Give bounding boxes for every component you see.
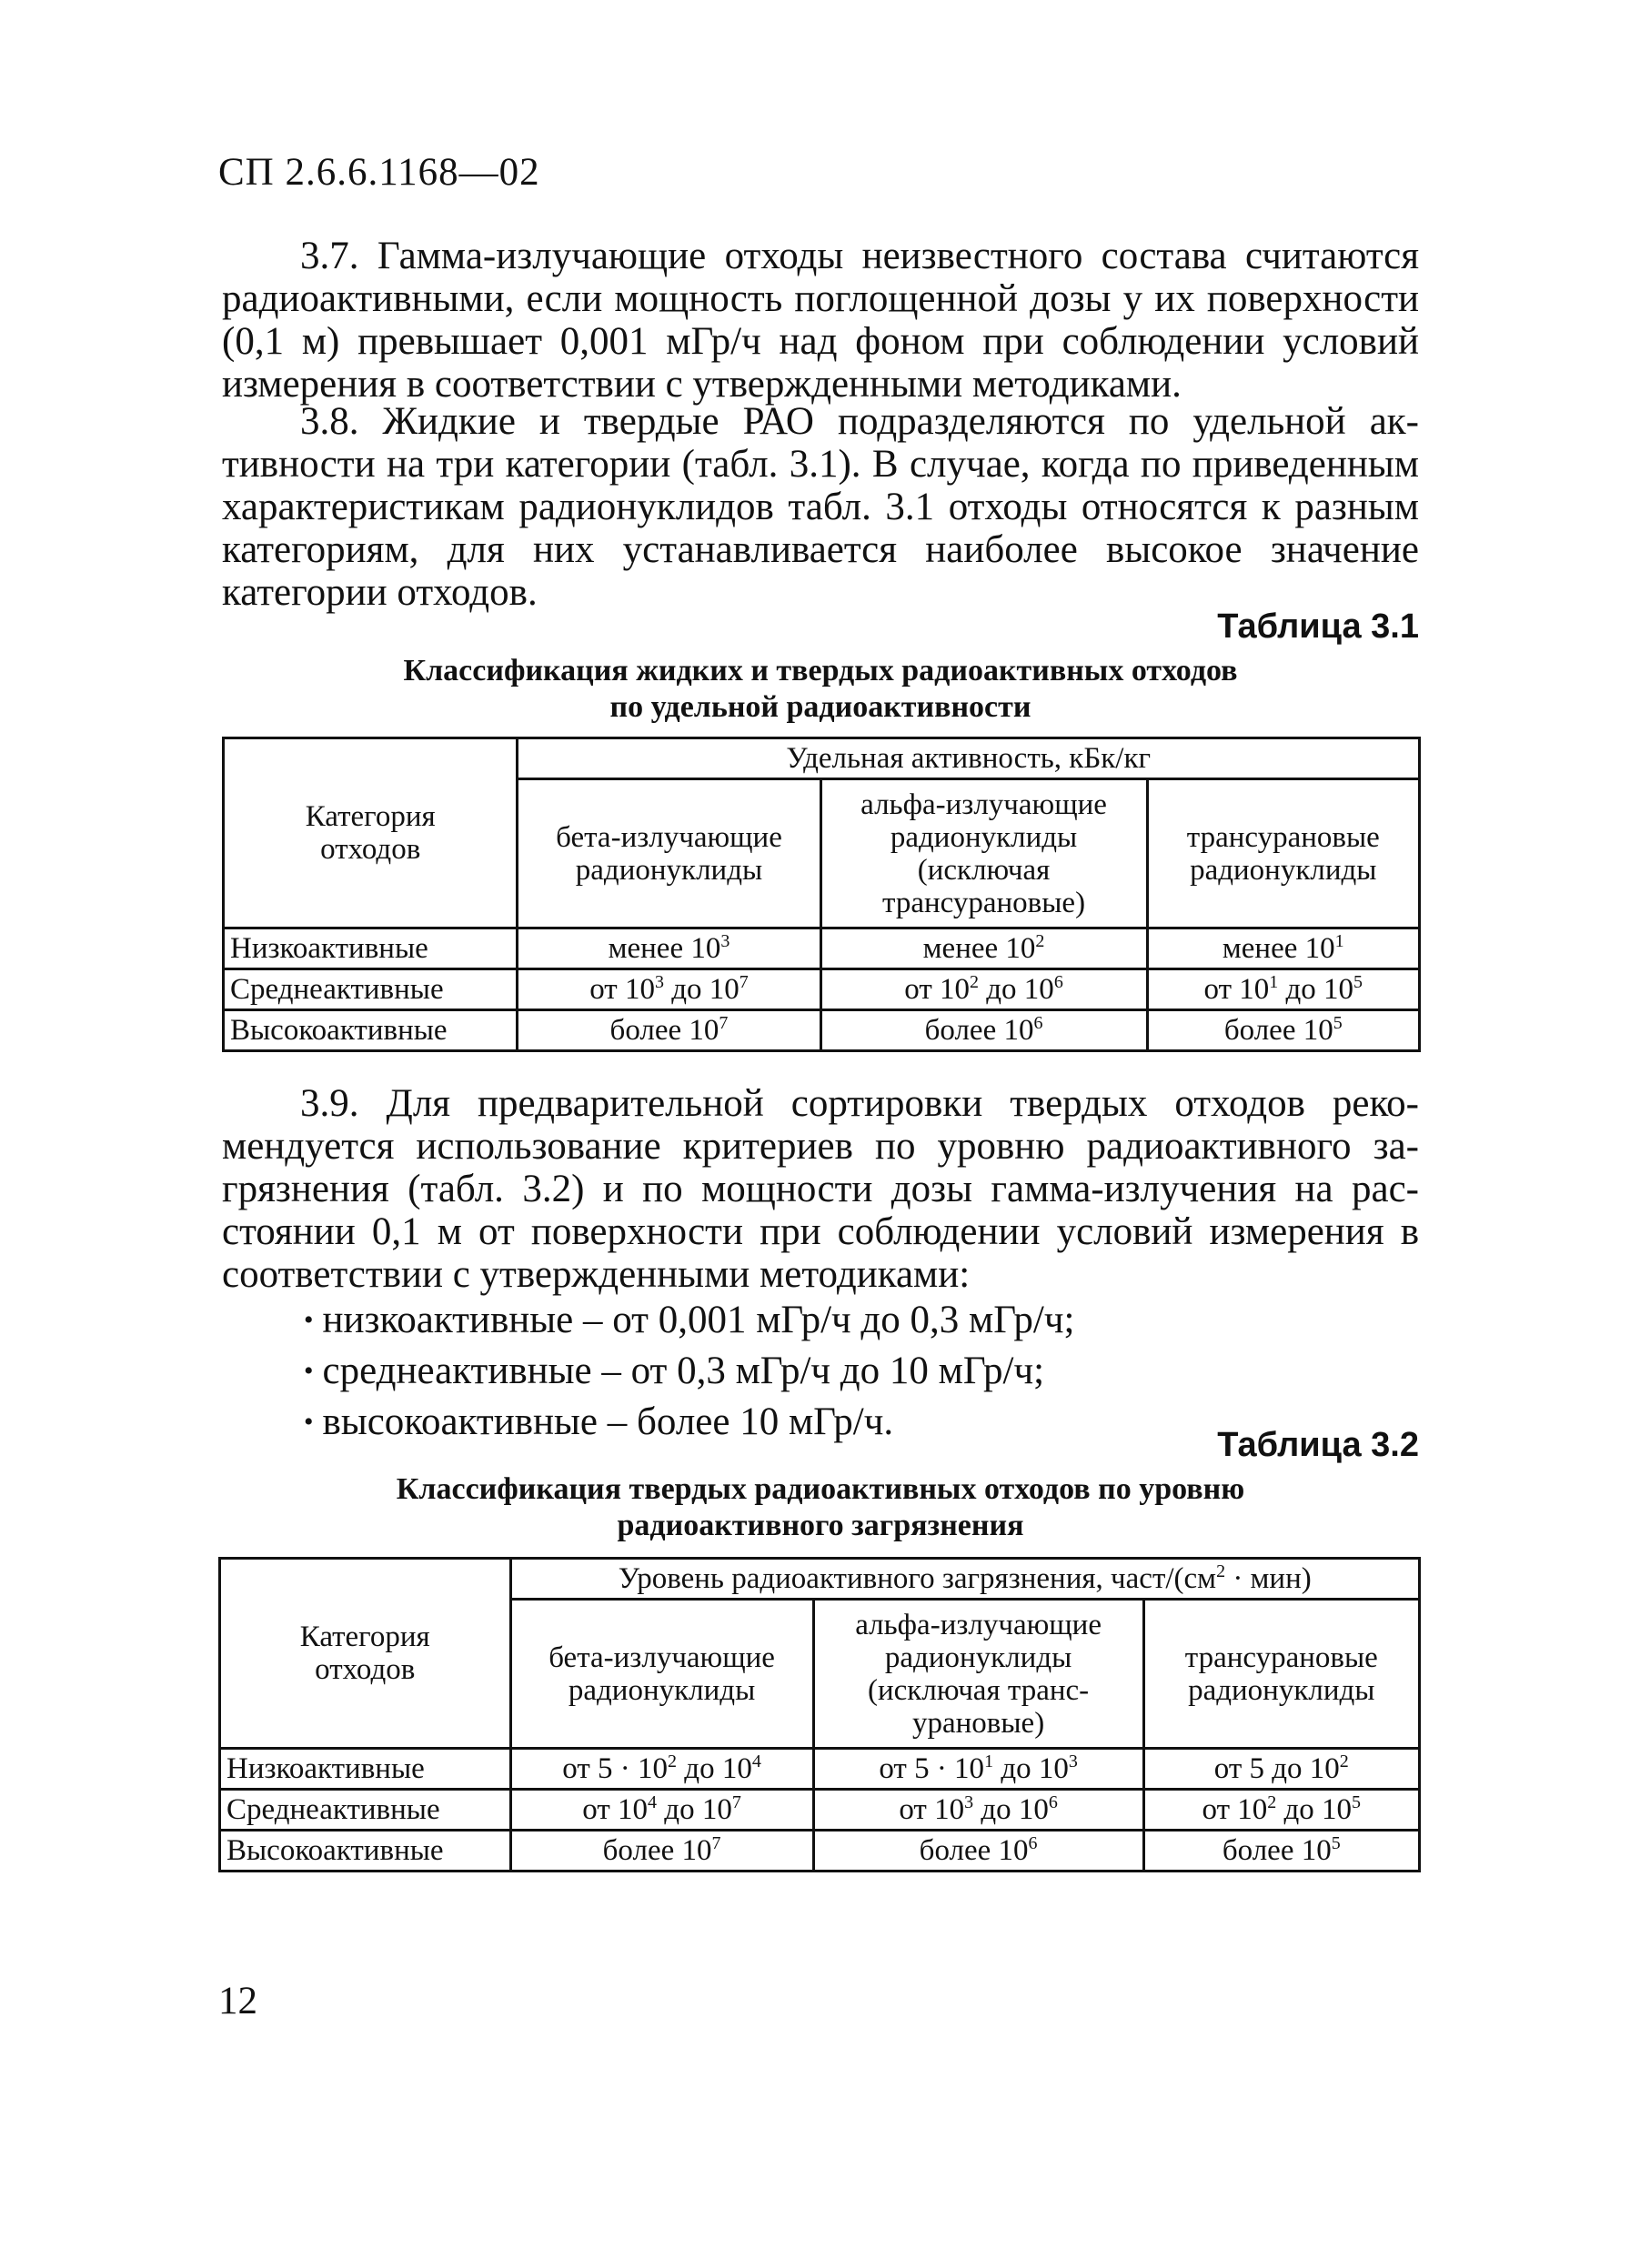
value-exponent: 6 <box>1053 972 1063 992</box>
table-3-1-label: Таблица 3.1 <box>1217 607 1419 646</box>
dose-rate-criteria-list <box>304 1297 1074 1450</box>
table-row <box>220 1749 1420 1790</box>
value-cell-trans <box>1143 1749 1419 1790</box>
value-exponent: 7 <box>739 972 749 992</box>
value-text: от 10 <box>904 973 971 1006</box>
value-cell-alpha <box>820 928 1147 969</box>
value-cell-trans <box>1147 1010 1419 1051</box>
value-text: от 5 · 10 <box>879 1752 985 1785</box>
value-exponent: 3 <box>720 931 730 951</box>
column-header-beta: бета-излучающие радионуклиды <box>510 1600 813 1749</box>
value-cell-alpha <box>813 1790 1143 1831</box>
table-row <box>224 1010 1420 1051</box>
group-header-text: Уровень радиоактивного загрязнения, част/(см <box>618 1562 1217 1595</box>
category-cell: Низкоактивные <box>224 928 518 969</box>
value-text: более 10 <box>1222 1834 1332 1867</box>
value-exponent: 5 <box>1353 972 1363 992</box>
value-exponent: 3 <box>1068 1751 1078 1771</box>
value-exponent: 7 <box>719 1013 729 1033</box>
category-cell: Среднеактивные <box>220 1790 511 1831</box>
value-exponent: 5 <box>1331 1833 1341 1853</box>
category-cell: Среднеактивные <box>224 969 518 1010</box>
category-cell: Высокоактивные <box>224 1010 518 1051</box>
table-row <box>220 1790 1420 1831</box>
table-3-2-body <box>220 1749 1420 1872</box>
paragraph-3-9: 3.9. Для предварительной сортировки твердых отходов рекомендуется использование критериев по уровню радиоактивного загрязнения (табл. 3.2) и по мощности дозы гамма-излучения на расстоянии 0,1 м от поверхности при соблюдении условий измерения в соответствии с утвержденными методиками: <box>222 1082 1419 1296</box>
value-cell-beta <box>510 1831 813 1872</box>
value-exponent: 6 <box>1033 1013 1043 1033</box>
value-text: менее 10 <box>1222 932 1335 965</box>
value-exponent: 1 <box>984 1751 994 1771</box>
value-text: от 10 <box>589 973 655 1006</box>
list-item: • низкоактивные – от 0,001 мГр/ч до 0,3 мГр/ч; <box>304 1297 1074 1348</box>
value-cell-trans <box>1143 1790 1419 1831</box>
value-text: более 10 <box>919 1834 1029 1867</box>
document-code-header: СП 2.6.6.1168—02 <box>218 151 540 194</box>
paragraph-3-8: 3.8. Жидкие и твердые РАО подразделяются по удельной активности на три категории (табл. 3.1). В случае, когда по приведенным характеристикам радионуклидов табл. 3.1 отходы относятся к разным категориям, для них устанавливается наиболее высокое значение категории отходов. <box>222 400 1419 614</box>
table-3-2-label: Таблица 3.2 <box>1217 1426 1419 1464</box>
value-exponent: 2 <box>970 972 980 992</box>
value-exponent: 2 <box>1339 1751 1349 1771</box>
value-text: до 10 <box>993 1752 1069 1785</box>
column-header-alpha: альфа-излучающие радионуклиды (исключая трансурановые) <box>813 1600 1143 1749</box>
value-exponent: 6 <box>1028 1833 1038 1853</box>
value-cell-trans <box>1147 928 1419 969</box>
value-text: до 10 <box>663 973 740 1006</box>
table-row <box>224 928 1420 969</box>
value-exponent: 7 <box>731 1792 741 1812</box>
list-item: • среднеактивные – от 0,3 мГр/ч до 10 мГр/ч; <box>304 1348 1074 1399</box>
value-exponent: 1 <box>1269 972 1279 992</box>
value-cell-alpha <box>813 1749 1143 1790</box>
value-cell-beta <box>510 1790 813 1831</box>
value-cell-trans <box>1143 1831 1419 1872</box>
table-3-1-title-line1: Классификация жидких и твердых радиоактивных отходов <box>403 654 1238 687</box>
column-header-transuranic: трансурановые радионуклиды <box>1147 779 1419 928</box>
list-item: • высокоактивные – более 10 мГр/ч. <box>304 1399 1074 1450</box>
value-text: от 10 <box>1203 973 1270 1006</box>
table-3-1-title-line2: по удельной радиоактивности <box>609 690 1031 724</box>
table-3-2-title <box>222 1471 1419 1544</box>
value-cell-beta <box>518 928 820 969</box>
value-cell-alpha <box>813 1831 1143 1872</box>
page-number: 12 <box>218 1980 257 2022</box>
value-text: более 10 <box>602 1834 712 1867</box>
value-exponent: 5 <box>1352 1792 1362 1812</box>
value-text: до 10 <box>1278 973 1354 1006</box>
value-cell-alpha <box>820 1010 1147 1051</box>
value-cell-beta <box>518 969 820 1010</box>
value-exponent: 2 <box>1267 1792 1277 1812</box>
group-header <box>510 1559 1420 1600</box>
value-exponent: 2 <box>668 1751 678 1771</box>
value-cell-alpha <box>820 969 1147 1010</box>
value-exponent: 1 <box>1334 931 1344 951</box>
value-exponent: 3 <box>654 972 664 992</box>
table-3-2 <box>218 1557 1421 1872</box>
paragraph-3-7: 3.7. Гамма-излучающие отходы неизвестного состава считаются радиоактивными, если мощность поглощенной дозы у их поверхности (0,1 м) превышает 0,001 мГр/ч над фоном при соблюдении условий измерения в соответствии с утвержденными методиками. <box>222 235 1419 406</box>
table-row <box>220 1831 1420 1872</box>
value-cell-beta <box>510 1749 813 1790</box>
value-exponent: 2 <box>1035 931 1045 951</box>
value-exponent: 4 <box>751 1751 761 1771</box>
value-text: более 10 <box>1223 1014 1333 1047</box>
group-header-exponent: 2 <box>1216 1561 1226 1581</box>
value-text: менее 10 <box>608 932 721 965</box>
column-header-beta: бета-излучающие радионуклиды <box>518 779 820 928</box>
value-text: более 10 <box>924 1014 1034 1047</box>
category-cell: Низкоактивные <box>220 1749 511 1790</box>
column-header-alpha: альфа-излучающие радионуклиды (исключая трансурановые) <box>820 779 1147 928</box>
value-text: от 10 <box>582 1793 649 1826</box>
value-exponent: 5 <box>1333 1013 1343 1033</box>
category-header: Категория отходов <box>220 1559 511 1749</box>
value-text: более 10 <box>609 1014 719 1047</box>
value-text: до 10 <box>979 973 1054 1006</box>
value-text: от 5 · 10 <box>562 1752 669 1785</box>
value-text: от 10 <box>1202 1793 1268 1826</box>
table-3-1-title <box>222 653 1419 726</box>
value-text: менее 10 <box>922 932 1036 965</box>
value-text: от 5 до 10 <box>1213 1752 1340 1785</box>
value-cell-trans <box>1147 969 1419 1010</box>
value-cell-beta <box>518 1010 820 1051</box>
value-exponent: 7 <box>711 1833 721 1853</box>
table-3-1-body <box>224 928 1420 1051</box>
group-header: Удельная активность, кБк/кг <box>518 738 1420 779</box>
value-exponent: 3 <box>964 1792 974 1812</box>
group-header-unit: · мин) <box>1225 1562 1312 1595</box>
value-text: до 10 <box>1276 1793 1353 1826</box>
value-text: до 10 <box>973 1793 1049 1826</box>
category-header: Категория отходов <box>224 738 518 928</box>
value-text: от 10 <box>899 1793 965 1826</box>
value-exponent: 6 <box>1048 1792 1058 1812</box>
column-header-transuranic: трансурановые радионуклиды <box>1143 1600 1419 1749</box>
table-3-2-title-line2: радиоактивного загрязнения <box>617 1509 1024 1542</box>
table-3-2-title-line1: Классификация твердых радиоактивных отходов по уровню <box>396 1472 1245 1506</box>
value-text: до 10 <box>677 1752 752 1785</box>
table-row <box>224 969 1420 1010</box>
category-cell: Высокоактивные <box>220 1831 511 1872</box>
value-text: до 10 <box>657 1793 732 1826</box>
table-3-1 <box>222 737 1421 1052</box>
value-exponent: 4 <box>648 1792 658 1812</box>
